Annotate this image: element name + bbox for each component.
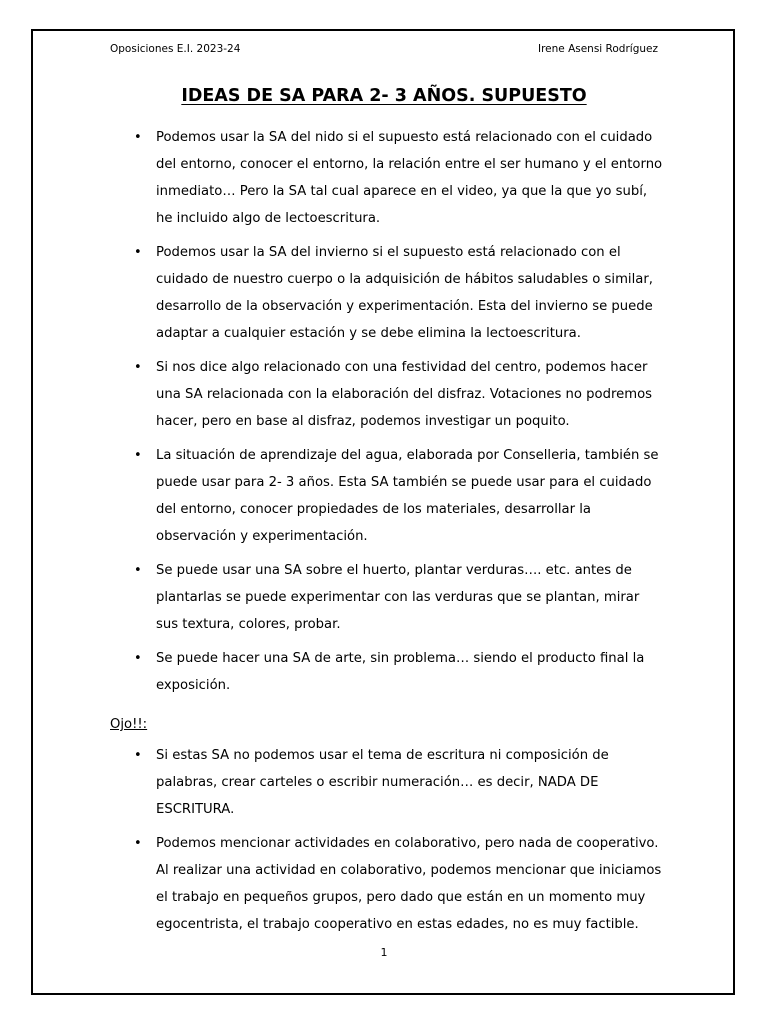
list-item — [134, 742, 664, 823]
list-item-text: Se puede hacer una SA de arte, sin problema… siendo el producto final la exposición. — [156, 651, 645, 693]
ojo-heading: Ojo!!: — [110, 717, 148, 732]
list-item — [134, 124, 664, 232]
document-title: IDEAS DE SA PARA 2- 3 AÑOS. SUPUESTO — [181, 86, 587, 106]
bullet-icon: • — [134, 836, 142, 851]
bullet-icon: • — [134, 360, 142, 375]
list-item-text: Podemos usar la SA del nido si el supuesto está relacionado con el cuidado del entorno, conocer el entorno, la relación entre el ser humano y el entorno inmediato… Pero la SA tal cual aparece en el video, ya que la que yo subí, he incluido algo de lectoescritura. — [156, 130, 663, 226]
list-item-text: La situación de aprendizaje del agua, elaborada por Conselleria, también se puede usar para 2- 3 años. Esta SA también se puede usar para el cuidado del entorno, conocer propiedades de los materiales, desarrollar la observación y experimentación. — [156, 448, 659, 544]
bullet-icon: • — [134, 748, 142, 763]
list-item — [134, 645, 664, 699]
page-number: 1 — [380, 946, 388, 959]
header-author: Irene Asensi Rodríguez — [537, 43, 658, 55]
list-item — [134, 442, 664, 550]
list-item — [134, 557, 664, 638]
bullet-icon: • — [134, 448, 142, 463]
ideas-list — [134, 124, 664, 699]
bullet-icon: • — [134, 130, 142, 145]
bullet-icon: • — [134, 651, 142, 666]
list-item — [134, 354, 664, 435]
list-item-text: Podemos mencionar actividades en colaborativo, pero nada de cooperativo. Al realizar una actividad en colaborativo, podemos mencionar que iniciamos el trabajo en pequeños grupos, pero dado que están en un momento muy egocentrista, el trabajo cooperativo en estas edades, no es muy factible. — [156, 836, 662, 932]
list-item-text: Se puede usar una SA sobre el huerto, plantar verduras…. etc. antes de plantarlas se puede experimentar con las verduras que se plantan, mirar sus textura, colores, probar. — [156, 563, 640, 632]
list-item-text: Si estas SA no podemos usar el tema de escritura ni composición de palabras, crear carteles o escribir numeración… es decir, NADA DE ESCRITURA. — [156, 748, 609, 817]
ojo-list — [134, 742, 664, 938]
bullet-icon: • — [134, 245, 142, 260]
list-item-text: Podemos usar la SA del invierno si el supuesto está relacionado con el cuidado de nuestro cuerpo o la adquisición de hábitos saludables o similar, desarrollo de la observación y experimentación. Esta del invierno se puede adaptar a cualquier estación y se debe elimina la lectoescritura. — [156, 245, 653, 341]
list-item — [134, 830, 664, 938]
list-item-text: Si nos dice algo relacionado con una festividad del centro, podemos hacer una SA relacionada con la elaboración del disfraz. Votaciones no podremos hacer, pero en base al disfraz, podemos investigar un poquito. — [156, 360, 653, 429]
bullet-icon: • — [134, 563, 142, 578]
header-course: Oposiciones E.I. 2023-24 — [110, 43, 241, 55]
list-item — [134, 239, 664, 347]
